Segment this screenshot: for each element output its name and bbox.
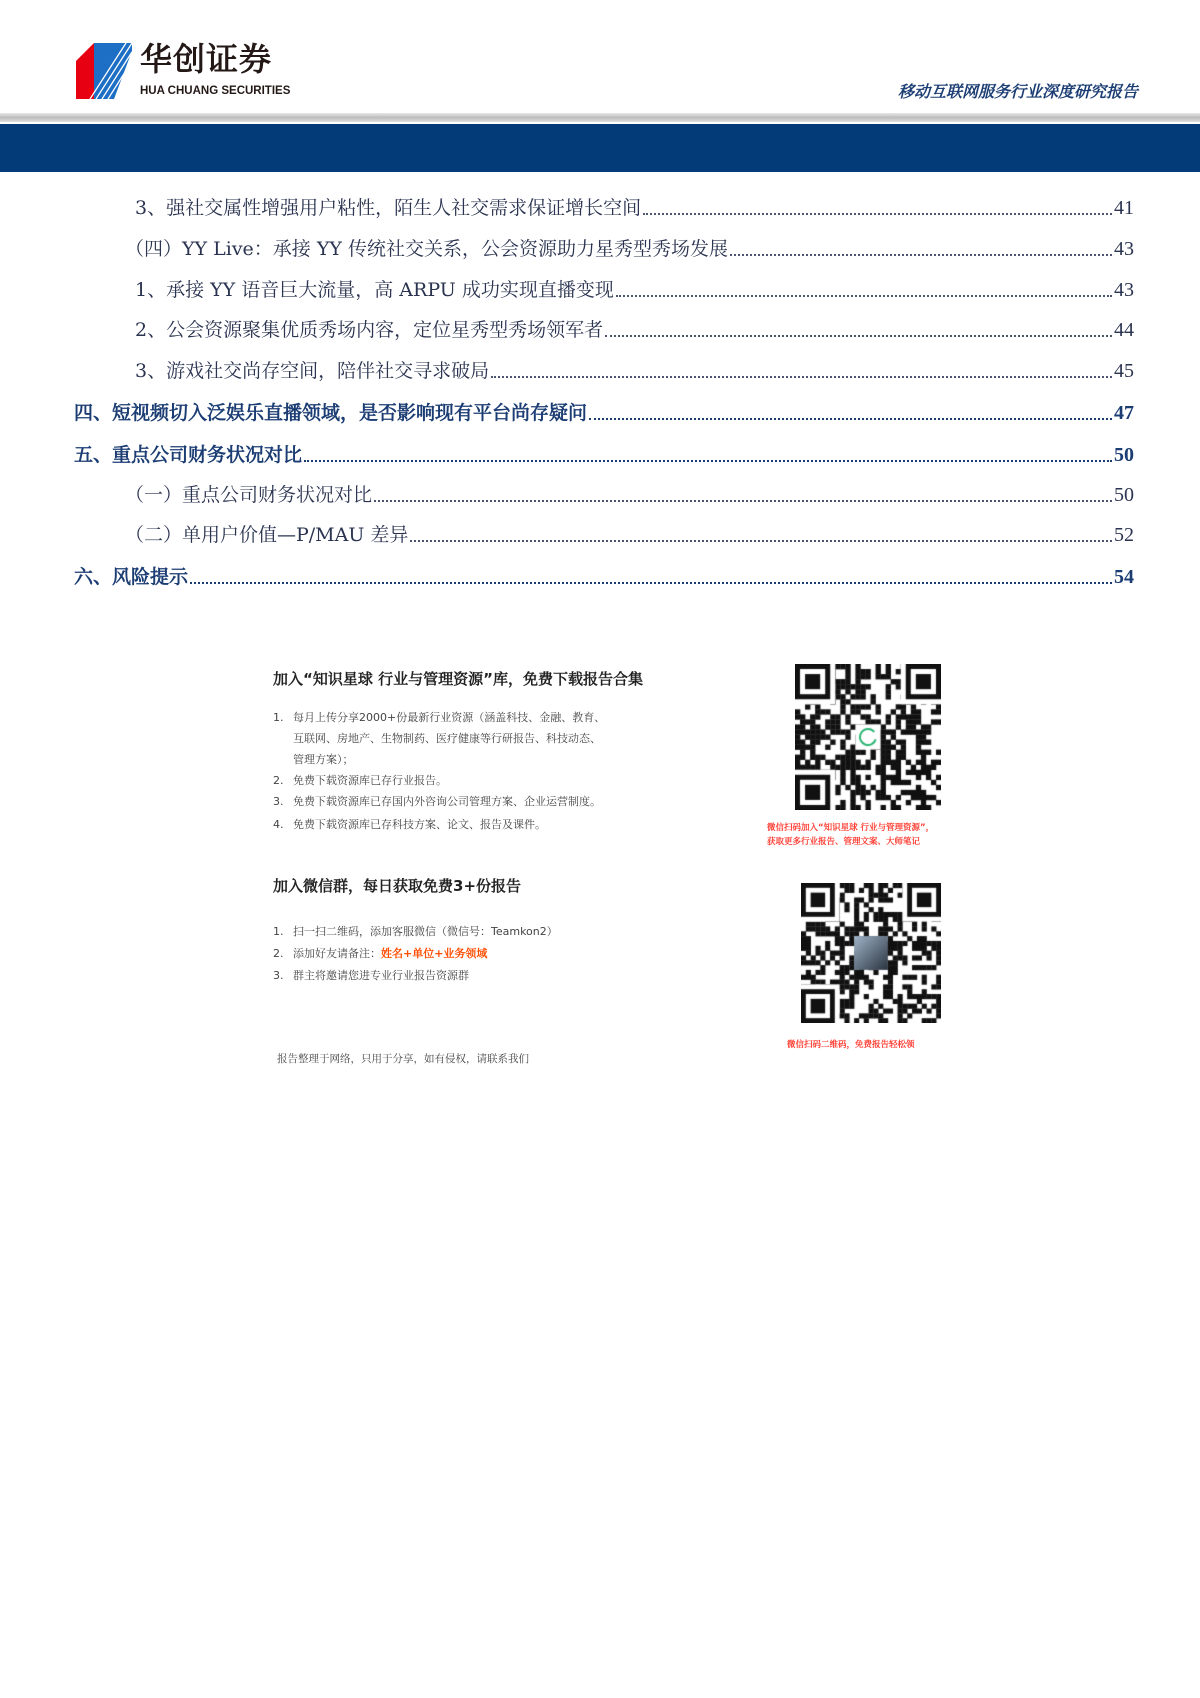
logo-mark-icon xyxy=(76,43,132,99)
toc-page-number: 54 xyxy=(1114,566,1134,588)
toc-page-number: 43 xyxy=(1114,279,1134,301)
toc-page-number: 52 xyxy=(1114,524,1134,546)
promo1-item xyxy=(273,732,601,746)
item-text: 免费下载资源库已存行业报告。 xyxy=(293,774,447,787)
promo-title-2: 加入微信群，每日获取免费3+份报告 xyxy=(273,877,522,895)
toc-leader-dots xyxy=(374,500,1112,502)
item-number: 4. xyxy=(273,818,284,831)
toc-page-number: 44 xyxy=(1114,319,1134,341)
item-number: 2. xyxy=(273,947,284,960)
toc-entry[interactable] xyxy=(125,523,1134,547)
item-number: 2. xyxy=(273,774,284,787)
toc-leader-dots xyxy=(491,376,1112,378)
report-title: 移动互联网服务行业深度研究报告 xyxy=(897,82,1138,101)
item-text: 添加好友请备注： xyxy=(293,947,381,960)
toc-leader-dots xyxy=(616,295,1112,297)
toc-entry[interactable] xyxy=(135,318,1134,342)
item-number: 3. xyxy=(273,969,284,982)
header-divider xyxy=(0,113,1200,122)
promo1-item xyxy=(273,774,447,788)
item-text: 免费下载资源库已存科技方案、论文、报告及课件。 xyxy=(293,818,546,831)
item-highlight: 姓名+单位+业务领域 xyxy=(381,947,488,960)
item-text: 群主将邀请您进专业行业报告资源群 xyxy=(293,969,469,982)
promo-title-1: 加入“知识星球 行业与管理资源”库，免费下载报告合集 xyxy=(273,670,643,688)
promo2-item xyxy=(273,925,558,939)
toc-entry-label: 3、强社交属性增强用户粘性，陌生人社交需求保证增长空间 xyxy=(135,197,642,219)
toc-entry[interactable] xyxy=(125,483,1134,507)
toc-entry-label: 五、重点公司财务状况对比 xyxy=(74,444,303,466)
item-text: 管理方案）； xyxy=(293,753,354,766)
toc-entry-label: 六、风险提示 xyxy=(74,566,189,588)
toc-entry-label: 四、短视频切入泛娱乐直播领域，是否影响现有平台尚存疑问 xyxy=(74,402,588,424)
toc-entry[interactable] xyxy=(125,237,1134,261)
toc-entry-label: （二）单用户价值—P/MAU 差异 xyxy=(125,524,409,546)
qr-code-wechat[interactable] xyxy=(801,883,941,1023)
toc-entry[interactable] xyxy=(74,565,1134,589)
qr-caption-line-1: 微信扫码加入“知识星球 行业与管理资源”， xyxy=(767,823,935,833)
toc-entry-label: 1、承接 YY 语音巨大流量，高 ARPU 成功实现直播变现 xyxy=(135,279,614,301)
item-number xyxy=(273,753,293,767)
promo1-item xyxy=(273,818,546,832)
toc-page-number: 50 xyxy=(1114,484,1134,506)
toc-page-number: 50 xyxy=(1114,444,1134,466)
qr-caption-line-2: 获取更多行业报告、管理文案、大师笔记 xyxy=(767,837,921,847)
toc-leader-dots xyxy=(730,254,1112,256)
toc-page-number: 47 xyxy=(1114,402,1134,424)
company-logo xyxy=(76,41,306,101)
toc-page-number: 43 xyxy=(1114,238,1134,260)
toc-leader-dots xyxy=(605,335,1112,337)
item-number xyxy=(273,732,293,746)
logo-chinese-text: 华创证券 xyxy=(140,40,273,78)
toc-entry[interactable] xyxy=(74,401,1134,425)
logo-english-text: HUA CHUANG SECURITIES xyxy=(140,85,291,97)
item-text: 互联网、房地产、生物制药、医疗健康等行研报告、科技动态、 xyxy=(293,732,601,745)
toc-leader-dots xyxy=(643,213,1112,215)
promo2-item xyxy=(273,969,469,983)
toc-leader-dots xyxy=(410,540,1112,542)
toc-page-number: 45 xyxy=(1114,360,1134,382)
toc-page-number: 41 xyxy=(1114,197,1134,219)
promo1-item xyxy=(273,711,605,725)
item-text: 扫一扫二维码，添加客服微信（微信号：Teamkon2） xyxy=(293,925,558,938)
item-text: 每月上传分享2000+份最新行业资源（涵盖科技、金融、教育、 xyxy=(293,711,606,724)
promo1-item xyxy=(273,753,354,767)
toc-entry-label: （一）重点公司财务状况对比 xyxy=(125,484,373,506)
toc-entry[interactable] xyxy=(74,443,1134,467)
toc-entry[interactable] xyxy=(135,196,1134,220)
header-band xyxy=(0,124,1200,172)
toc-entry-label: （四）YY Live：承接 YY 传统社交关系，公会资源助力星秀型秀场发展 xyxy=(125,238,728,260)
item-text: 免费下载资源库已存国内外咨询公司管理方案、企业运营制度。 xyxy=(293,795,601,808)
item-number: 1. xyxy=(273,711,284,724)
item-number: 1. xyxy=(273,925,284,938)
promo2-item xyxy=(273,947,487,961)
toc-entry-label: 3、游戏社交尚存空间，陪伴社交寻求破局 xyxy=(135,360,490,382)
item-number: 3. xyxy=(273,795,284,808)
qr-caption-wechat: 微信扫码二维码，免费报告轻松领 xyxy=(787,1040,915,1050)
toc-entry[interactable] xyxy=(135,359,1134,383)
toc-leader-dots xyxy=(589,418,1112,420)
qr-code-knowledge-planet[interactable] xyxy=(795,664,941,810)
toc-entry-label: 2、公会资源聚集优质秀场内容，定位星秀型秀场领军者 xyxy=(135,319,604,341)
footer-note: 报告整理于网络，只用于分享，如有侵权，请联系我们 xyxy=(277,1053,529,1065)
toc-entry[interactable] xyxy=(135,278,1134,302)
toc-leader-dots xyxy=(190,582,1112,584)
promo1-item xyxy=(273,795,601,809)
toc-leader-dots xyxy=(304,460,1112,462)
